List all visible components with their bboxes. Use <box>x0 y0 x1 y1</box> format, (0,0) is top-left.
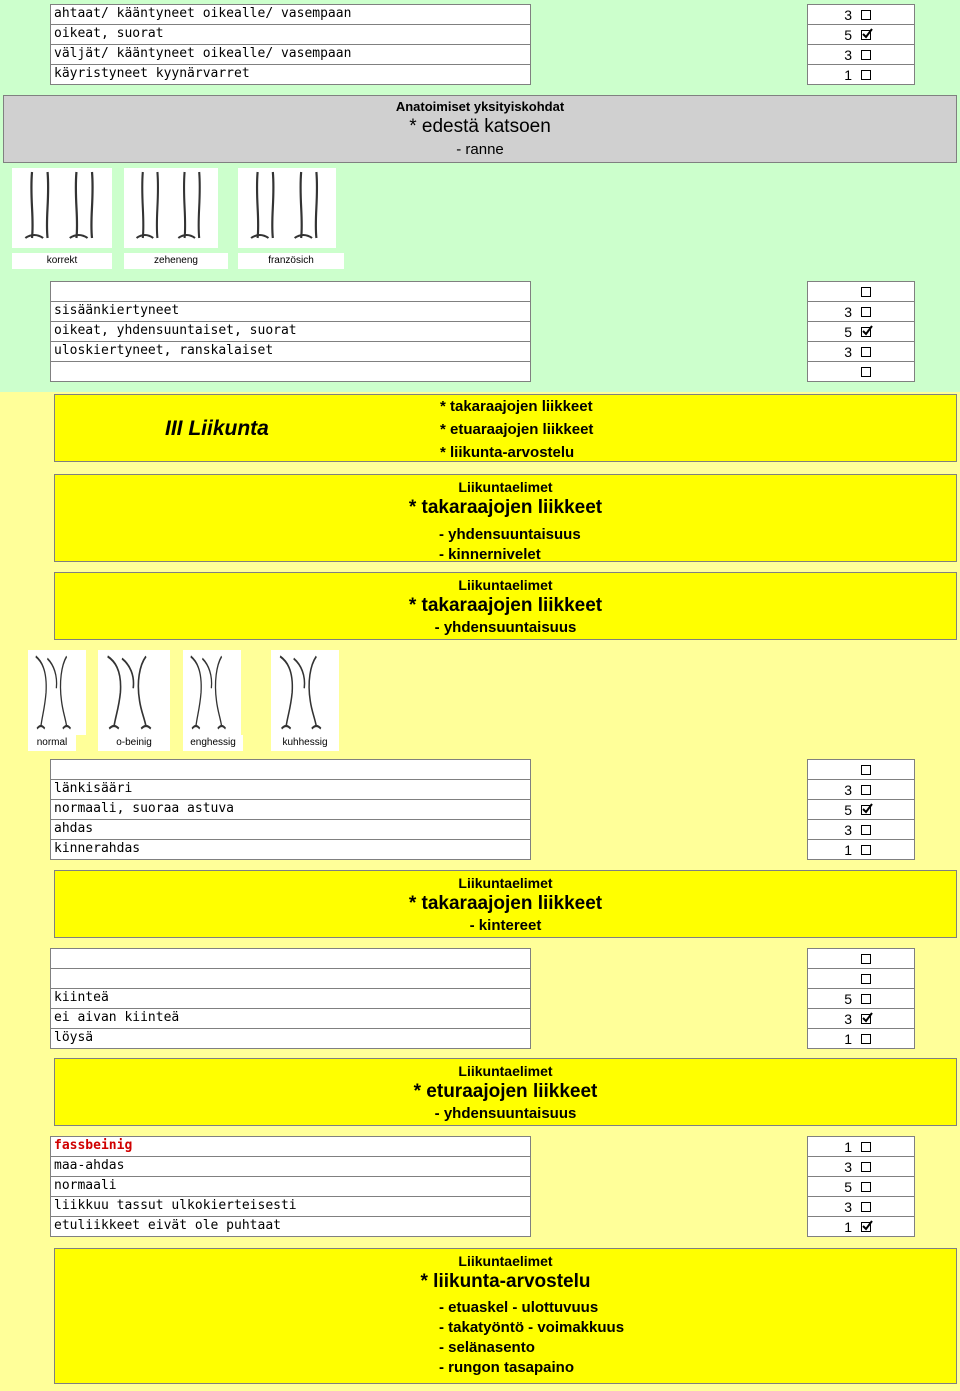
score-cell <box>807 361 915 382</box>
row-label <box>50 968 531 989</box>
row-label: löysä <box>50 1028 531 1049</box>
box5-title: * liikunta-arvostelu <box>420 1271 591 1292</box>
liikuntaelimet-box-3 <box>54 870 957 938</box>
row-label: oikeat, suorat <box>50 24 531 45</box>
score-value: 1 <box>844 1139 852 1155</box>
score-value: 5 <box>844 991 852 1007</box>
checkbox[interactable] <box>861 825 871 835</box>
checked-checkbox[interactable] <box>861 327 871 337</box>
row-label: uloskiertyneet, ranskalaiset <box>50 341 531 362</box>
score-value: 5 <box>844 324 852 340</box>
row-label <box>50 281 531 302</box>
score-cell <box>807 24 915 45</box>
box3-label: Liikuntaelimet <box>458 875 553 891</box>
row-label: ahdas <box>50 819 531 840</box>
box2-label: Liikuntaelimet <box>458 577 553 593</box>
score-cell <box>807 44 915 65</box>
box1-title: * takaraajojen liikkeet <box>408 497 603 518</box>
row-label: maa-ahdas <box>50 1156 531 1177</box>
score-value: 3 <box>844 304 852 320</box>
box3-title: * takaraajojen liikkeet <box>408 893 603 914</box>
box5-sub-2: - takatyöntö - voimakkuus <box>439 1319 625 1336</box>
score-cell <box>807 759 915 780</box>
checkbox[interactable] <box>861 50 871 60</box>
score-cell <box>807 1176 915 1197</box>
score-value: 5 <box>844 1179 852 1195</box>
section3-title: III Liikunta <box>165 417 269 440</box>
checkbox[interactable] <box>861 70 871 80</box>
row-label <box>50 361 531 382</box>
score-cell <box>807 779 915 800</box>
front-legs-correct-drawing <box>12 168 112 248</box>
score-cell <box>807 948 915 969</box>
row-label: ei aivan kiinteä <box>50 1008 531 1029</box>
section3-item-2: * etuaraajojen liikkeet <box>440 421 594 438</box>
front-legs-french-drawing <box>238 168 336 248</box>
box2-sub-1: - yhdensuuntaisuus <box>434 619 577 636</box>
checkbox[interactable] <box>861 785 871 795</box>
section3-item-1: * takaraajojen liikkeet <box>440 398 593 415</box>
checkbox[interactable] <box>861 765 871 775</box>
checkbox[interactable] <box>861 974 871 984</box>
score-cell <box>807 799 915 820</box>
score-cell <box>807 968 915 989</box>
checkbox[interactable] <box>861 367 871 377</box>
box1-sub-1: - yhdensuuntaisuus <box>439 526 581 543</box>
row-label: sisäänkiertyneet <box>50 301 531 322</box>
checkbox[interactable] <box>861 994 871 1004</box>
score-cell <box>807 1008 915 1029</box>
row-label: käyristyneet kyynärvarret <box>50 64 531 85</box>
anatomy-subtitle: * edestä katsoen <box>409 116 551 137</box>
score-cell <box>807 1028 915 1049</box>
rear-legs-cow-hocked-drawing <box>183 650 241 735</box>
box3-sub-1: - kintereet <box>469 917 542 934</box>
box4-title: * eturaajojen liikkeet <box>413 1081 598 1102</box>
checked-checkbox[interactable] <box>861 1222 871 1232</box>
checkbox[interactable] <box>861 1162 871 1172</box>
checkbox[interactable] <box>861 1202 871 1212</box>
anatomy-title: Anatoimiset yksityiskohdat <box>395 99 565 114</box>
section3-box <box>54 394 957 462</box>
checkbox[interactable] <box>861 1182 871 1192</box>
score-value: 3 <box>844 344 852 360</box>
checkbox[interactable] <box>861 1034 871 1044</box>
anatomy-header <box>3 95 957 163</box>
image-caption: normal <box>28 735 76 751</box>
liikuntaelimet-box-2 <box>54 572 957 640</box>
checked-checkbox[interactable] <box>861 1014 871 1024</box>
box5-sub-3: - selänasento <box>439 1339 535 1356</box>
checkbox[interactable] <box>861 1142 871 1152</box>
image-caption: enghessig <box>183 735 243 751</box>
row-label: normaali, suoraa astuva <box>50 799 531 820</box>
anatomy-subtitle-2: - ranne <box>456 141 504 158</box>
image-caption: korrekt <box>12 253 112 269</box>
score-cell <box>807 839 915 860</box>
score-value: 1 <box>844 1031 852 1047</box>
score-value: 3 <box>844 782 852 798</box>
box5-sub-4: - rungon tasapaino <box>439 1359 574 1376</box>
score-cell <box>807 819 915 840</box>
liikuntaelimet-box-4 <box>54 1058 957 1126</box>
box1-label: Liikuntaelimet <box>458 479 553 495</box>
score-cell <box>807 4 915 25</box>
rear-legs-cow-hocked-drawing <box>271 650 339 735</box>
score-value: 3 <box>844 1159 852 1175</box>
row-label: liikkuu tassut ulkokierteisesti <box>50 1196 531 1217</box>
box4-label: Liikuntaelimet <box>458 1063 553 1079</box>
image-caption: zeheneng <box>124 253 228 269</box>
checkbox[interactable] <box>861 287 871 297</box>
box2-title: * takaraajojen liikkeet <box>408 595 603 616</box>
image-caption: kuhhessig <box>271 735 339 751</box>
score-cell <box>807 1216 915 1237</box>
box4-sub-1: - yhdensuuntaisuus <box>434 1105 577 1122</box>
row-label: väljät/ kääntyneet oikealle/ vasempaan <box>50 44 531 65</box>
row-label: oikeat, yhdensuuntaiset, suorat <box>50 321 531 342</box>
score-value: 3 <box>844 7 852 23</box>
row-label: etuliikkeet eivät ole puhtaat <box>50 1216 531 1237</box>
rear-legs-normal-drawing <box>28 650 86 735</box>
score-value: 1 <box>844 67 852 83</box>
score-cell <box>807 281 915 302</box>
score-cell <box>807 341 915 362</box>
score-cell <box>807 1156 915 1177</box>
box5-sub-1: - etuaskel - ulottuvuus <box>439 1299 599 1316</box>
score-cell <box>807 1196 915 1217</box>
checkbox[interactable] <box>861 307 871 317</box>
row-label: normaali <box>50 1176 531 1197</box>
row-label: fassbeinig <box>50 1136 531 1157</box>
checked-checkbox[interactable] <box>861 805 871 815</box>
score-value: 3 <box>844 822 852 838</box>
checkbox[interactable] <box>861 954 871 964</box>
section3-item-3: * liikunta-arvostelu <box>440 444 575 461</box>
score-value: 1 <box>844 842 852 858</box>
score-value: 3 <box>844 1011 852 1027</box>
score-cell <box>807 1136 915 1157</box>
rear-legs-o-bow-drawing <box>98 650 170 735</box>
row-label: kiinteä <box>50 988 531 1009</box>
row-label: länkisääri <box>50 779 531 800</box>
checkbox[interactable] <box>861 10 871 20</box>
score-cell <box>807 321 915 342</box>
image-caption: französich <box>238 253 344 269</box>
score-cell <box>807 64 915 85</box>
score-value: 3 <box>844 1199 852 1215</box>
score-value: 1 <box>844 1219 852 1235</box>
score-value: 5 <box>844 27 852 43</box>
checkbox[interactable] <box>861 845 871 855</box>
score-value: 5 <box>844 802 852 818</box>
front-legs-toe-narrow-drawing <box>124 168 218 248</box>
liikuntaelimet-box-5 <box>54 1248 957 1384</box>
image-caption: o-beinig <box>98 735 170 751</box>
row-label <box>50 759 531 780</box>
row-label: ahtaat/ kääntyneet oikealle/ vasempaan <box>50 4 531 25</box>
row-label <box>50 948 531 969</box>
score-cell <box>807 301 915 322</box>
checkbox[interactable] <box>861 347 871 357</box>
score-value: 3 <box>844 47 852 63</box>
box5-label: Liikuntaelimet <box>458 1253 553 1269</box>
checked-checkbox[interactable] <box>861 30 871 40</box>
box1-sub-2: - kinnernivelet <box>439 546 541 563</box>
score-cell <box>807 988 915 1009</box>
row-label: kinnerahdas <box>50 839 531 860</box>
liikuntaelimet-box-1 <box>54 474 957 562</box>
